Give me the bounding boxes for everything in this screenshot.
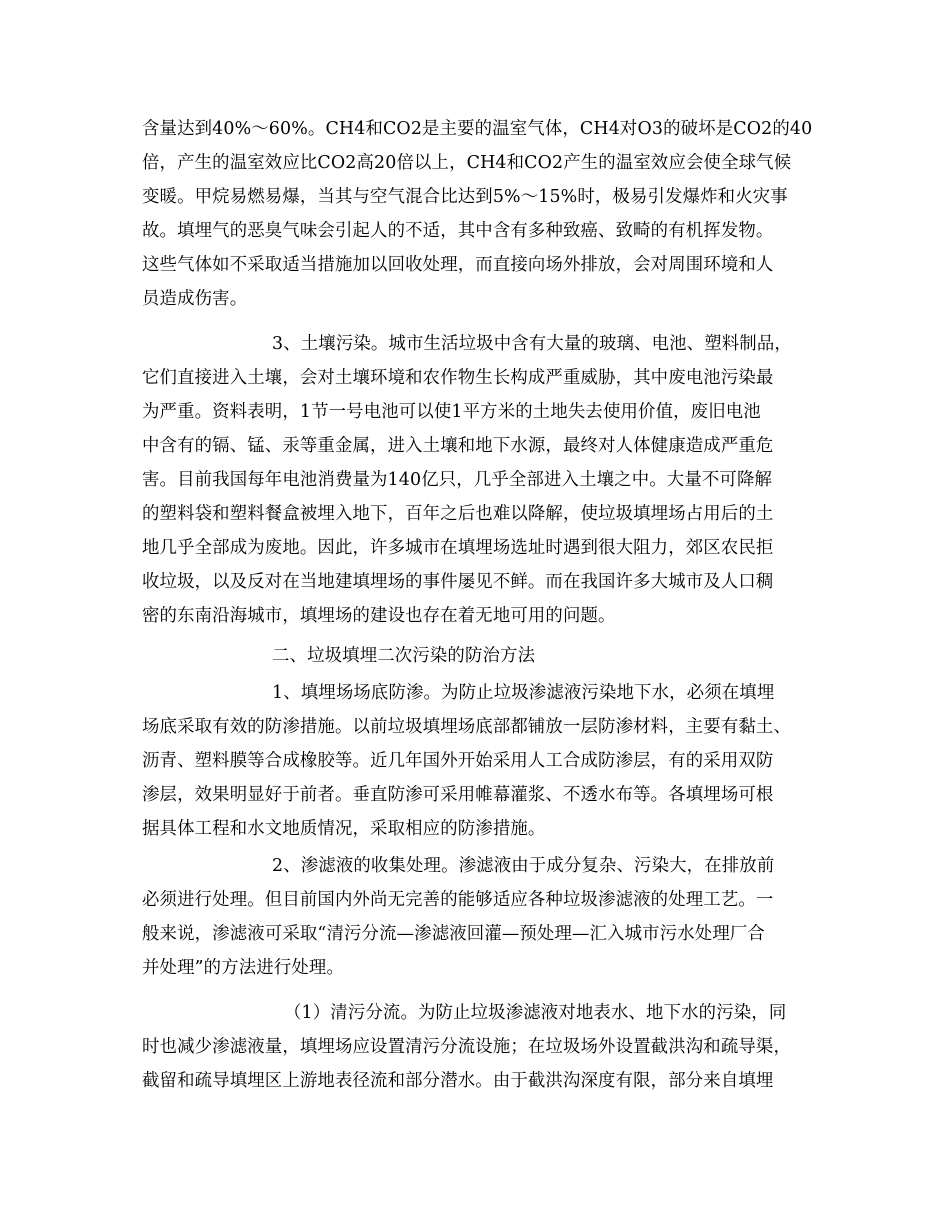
text-line: 密的东南沿海城市，填埋场的建设也存在着无地可用的问题。 (142, 606, 616, 626)
text-line: 含量达到40%～60%。CH4和CO2是主要的温室气体，CH4对O3的破坏是CO2的40 (142, 119, 813, 139)
text-line: 倍，产生的温室效应比CO2高20倍以上，CH4和CO2产生的温室效应会使全球气候 (142, 153, 792, 173)
section-heading: 二、垃圾填埋二次污染的防治方法 (272, 646, 536, 666)
text-line: 渗层，效果明显好于前者。垂直防渗可采用帷幕灌浆、不透水布等。各填埋场可根 (142, 785, 774, 805)
text-line: 截留和疏导填埋区上游地表径流和部分潜水。由于截洪沟深度有限，部分来自填埋 (142, 1071, 774, 1091)
text-line: 变暖。甲烷易燃易爆，当其与空气混合比达到5%～15%时，极易引发爆炸和火灾事 (142, 187, 788, 207)
text-line: 地几乎全部成为废地。因此，许多城市在填埋场选址时遇到很大阻力，郊区农民拒 (142, 538, 774, 558)
text-line: 故。填埋气的恶臭气味会引起人的不适，其中含有多种致癌、致畸的有机挥发物。 (142, 221, 774, 241)
text-line: 据具体工程和水文地质情况，采取相应的防渗措施。 (142, 819, 546, 839)
text-line: 的塑料袋和塑料餐盒被埋入地下，百年之后也难以降解，使垃圾填埋场占用后的土 (142, 504, 774, 524)
text-line: 并处理”的方法进行处理。 (142, 958, 344, 978)
text-line: 它们直接进入土壤，会对土壤环境和农作物生长构成严重威胁，其中废电池污染最 (142, 368, 774, 388)
text-line: 害。目前我国每年电池消费量为140亿只，几乎全部进入土壤之中。大量不可降解 (142, 470, 773, 490)
paragraph-first-line: 2、渗滤液的收集处理。渗滤液由于成分复杂、污染大，在排放前 (272, 856, 775, 876)
text-line: 时也减少渗滤液量，填埋场应设置清污分流设施；在垃圾场外设置截洪沟和疏导渠， (142, 1037, 792, 1057)
text-line: 收垃圾，以及反对在当地建填埋场的事件屡见不鲜。而在我国许多大城市及人口稠 (142, 572, 774, 592)
text-line: 必须进行处理。但目前国内外尚无完善的能够适应各种垃圾渗滤液的处理工艺。一 (142, 890, 774, 910)
text-line: 般来说，渗滤液可采取“清污分流—渗滤液回灌—预处理—汇入城市污水处理厂合 (142, 924, 765, 944)
text-line: 这些气体如不采取适当措施加以回收处理，而直接向场外排放，会对周围环境和人 (142, 255, 774, 275)
text-line: 为严重。资料表明，1节一号电池可以使1平方米的土地失去使用价值，废旧电池 (142, 402, 761, 422)
paragraph-first-line: 1、填埋场场底防渗。为防止垃圾渗滤液污染地下水，必须在填埋 (272, 683, 775, 703)
text-line: 场底采取有效的防渗措施。以前垃圾填埋场底部都铺放一层防渗材料，主要有黏土、 (142, 717, 792, 737)
paragraph-first-line: （1）清污分流。为防止垃圾渗滤液对地表水、地下水的污染，同 (284, 1003, 787, 1023)
text-line: 中含有的镉、锰、汞等重金属，进入土壤和地下水源，最终对人体健康造成严重危 (142, 436, 774, 456)
paragraph-first-line: 3、土壤污染。城市生活垃圾中含有大量的玻璃、电池、塑料制品， (272, 334, 792, 354)
text-line: 员造成伤害。 (142, 289, 248, 309)
text-line: 沥青、塑料膜等合成橡胶等。近几年国外开始采用人工合成防渗层，有的采用双防 (142, 751, 774, 771)
